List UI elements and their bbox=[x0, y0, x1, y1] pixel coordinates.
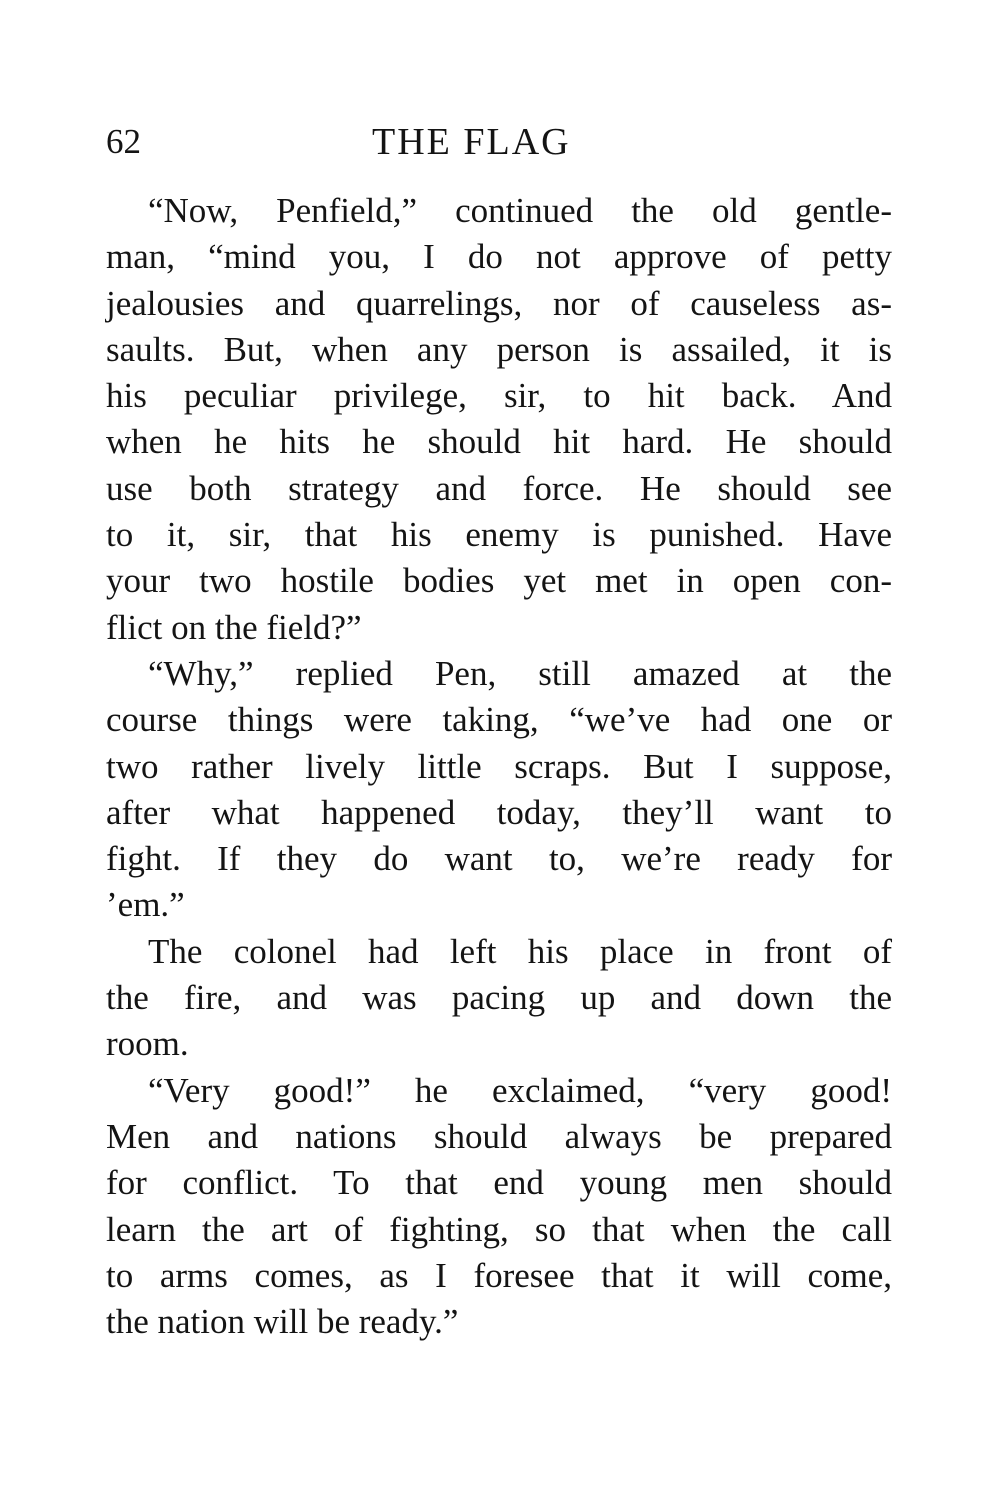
text-line: two rather lively little scraps. But I suppose, bbox=[106, 746, 892, 786]
text-line: “Now, Penfield,” continued the old gentle- bbox=[148, 191, 892, 230]
text-line: to it, sir, that his enemy is punished. Have bbox=[106, 515, 892, 555]
text-line: for conflict. To that end young men should bbox=[106, 1163, 892, 1203]
text-line: “Why,” replied Pen, still amazed at the bbox=[148, 653, 892, 693]
text-line: the nation will be ready.” bbox=[106, 1302, 459, 1342]
text-line: fight. If they do want to, we’re ready for bbox=[106, 839, 892, 879]
paragraph bbox=[106, 651, 892, 929]
text-line: man, “mind you, I do not approve of petty bbox=[106, 237, 892, 277]
text-line: your two hostile bodies yet met in open con- bbox=[106, 561, 892, 601]
text-line: jealousies and quarrelings, nor of causeless as- bbox=[106, 283, 892, 323]
text-line: when he hits he should hit hard. He should bbox=[106, 422, 892, 462]
paragraph bbox=[106, 929, 892, 1068]
text-line: use both strategy and force. He should see bbox=[106, 468, 892, 508]
text-line: his peculiar privilege, sir, to hit back. And bbox=[106, 376, 892, 416]
text-line: to arms comes, as I foresee that it will come, bbox=[106, 1255, 892, 1295]
text-line: learn the art of fighting, so that when the call bbox=[106, 1209, 892, 1249]
text-line: Men and nations should always be prepared bbox=[106, 1116, 892, 1156]
text-line: “Very good!” he exclaimed, “very good! bbox=[148, 1070, 892, 1110]
text-line: The colonel had left his place in front of bbox=[148, 931, 892, 971]
text-line: the fire, and was pacing up and down the bbox=[106, 978, 892, 1018]
running-title: THE FLAG bbox=[372, 121, 571, 163]
text-line: ’em.” bbox=[106, 885, 185, 925]
text-line: room. bbox=[106, 1024, 189, 1064]
body-text bbox=[106, 188, 892, 1345]
text-line: flict on the field?” bbox=[106, 607, 362, 647]
paragraph bbox=[106, 188, 892, 651]
running-head bbox=[106, 118, 892, 166]
text-line: saults. But, when any person is assailed, it is bbox=[106, 329, 892, 369]
text-line: after what happened today, they’ll want to bbox=[106, 792, 892, 832]
paragraph bbox=[106, 1068, 892, 1346]
text-line: course things were taking, “we’ve had one or bbox=[106, 700, 892, 740]
page-number: 62 bbox=[106, 122, 141, 161]
